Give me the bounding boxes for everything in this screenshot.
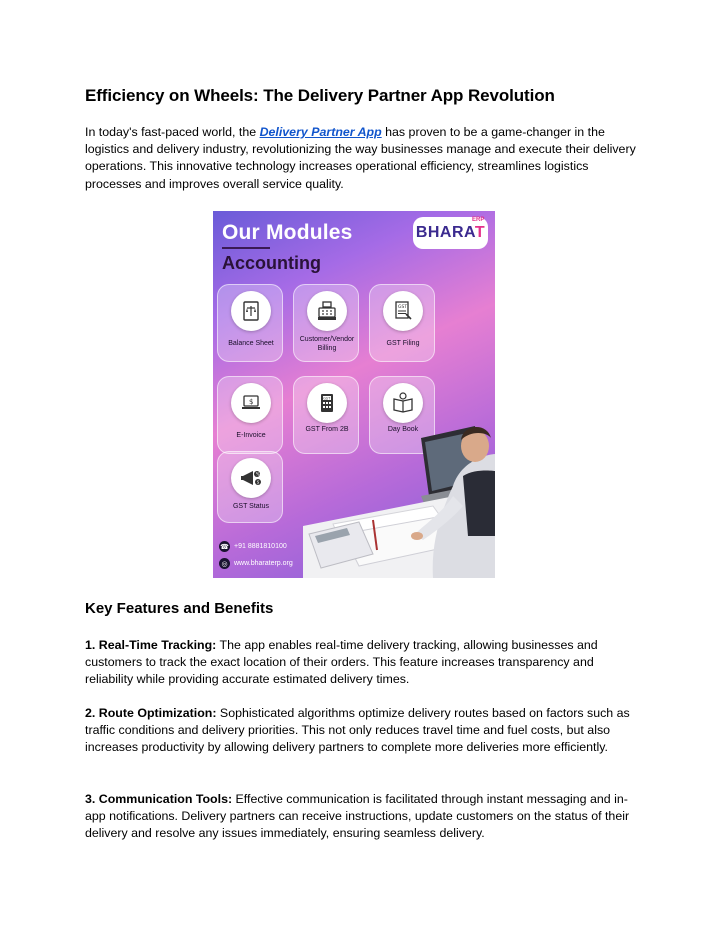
feature-route-optimization — [85, 705, 645, 757]
poster-heading-underline — [222, 247, 270, 249]
feature-text: Sophisticated algorithms optimize delivery routes based on factors such as traffic conditions and delivery priorities. This not only reduces travel time and fuel costs, but also increases productivity by allowing delivery partners to complete more deliveries more efficiently. — [85, 706, 630, 755]
logo-text: BHARAT — [415, 224, 486, 241]
module-label: GST Filing — [386, 340, 420, 347]
delivery-partner-app-link[interactable]: Delivery Partner App — [259, 125, 382, 139]
phone-icon: ☎ — [219, 541, 230, 552]
website-url: www.bharaterp.org — [234, 560, 293, 567]
feature-label: 2. Route Optimization: — [85, 706, 217, 720]
module-label: Day Book — [387, 426, 419, 433]
logo-erp-tag: ERP — [472, 217, 485, 223]
module-label: Balance Sheet — [228, 340, 274, 347]
gst-document-icon — [383, 291, 423, 331]
module-gst-status — [217, 451, 283, 523]
poster-phone — [219, 541, 287, 552]
gst-status-icon — [231, 458, 271, 498]
feature-text: The app enables real-time delivery tracking, allowing businesses and customers to track the exact location of their orders. This feature increases transparency and reliability while providing accurate estimated delivery times. — [85, 638, 598, 687]
intro-text-before: In today's fast-paced world, the — [85, 125, 260, 139]
svg-text:GST: GST — [398, 305, 408, 310]
module-customer-vendor-billing — [293, 284, 359, 362]
poster-website — [219, 558, 293, 569]
modules-poster-image — [213, 211, 495, 578]
page-title: Efficiency on Wheels: The Delivery Partner App Revolution — [85, 86, 555, 105]
poster-subheading: Accounting — [222, 253, 321, 273]
balance-scale-icon — [231, 291, 271, 331]
module-gst-filing — [369, 284, 435, 362]
svg-text:$: $ — [249, 398, 254, 406]
intro-paragraph — [85, 124, 645, 193]
module-label: GST From 2B — [305, 426, 349, 433]
feature-real-time-tracking — [85, 637, 645, 689]
phone-number: +91 8881810100 — [234, 543, 287, 550]
feature-communication-tools — [85, 791, 645, 843]
feature-label: 1. Real-Time Tracking: — [85, 638, 217, 652]
svg-text:%: % — [255, 471, 260, 477]
module-label: E-Invoice — [236, 432, 266, 439]
businessman-desk-photo — [303, 416, 495, 578]
module-balance-sheet — [217, 284, 283, 362]
feature-text: Effective communication is facilitated through instant messaging and in-app notifications. Delivery partners can receive instructions, update customers on the status of their delivery and resolve any issues immediately, ensuring seamless delivery. — [85, 792, 630, 841]
cash-register-icon — [307, 291, 347, 331]
intro-text-after: has proven to be a game-changer in the logistics and delivery industry, revolutionizing the way businesses manage and execute their delivery operations. This innovative technology increases operational efficiency, streamlines logistics processes and improves overall service quality. — [85, 125, 636, 191]
feature-label: 3. Communication Tools: — [85, 792, 233, 806]
module-label: GST Status — [232, 503, 270, 510]
module-label: Customer/Vendor Billing — [299, 336, 355, 352]
svg-text:GST: GST — [323, 396, 331, 401]
laptop-invoice-icon — [231, 383, 271, 423]
globe-icon: ◎ — [219, 558, 230, 569]
svg-text:$: $ — [256, 479, 260, 485]
poster-heading: Our Modules — [222, 221, 353, 244]
features-heading: Key Features and Benefits — [85, 600, 274, 617]
module-e-invoice — [217, 376, 283, 454]
